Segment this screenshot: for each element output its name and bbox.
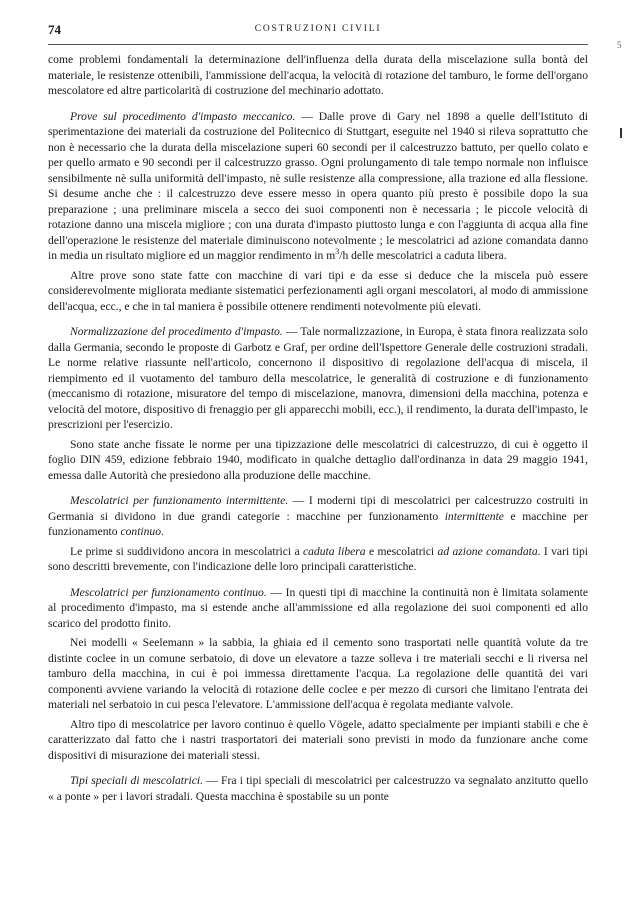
margin-tick <box>620 128 622 138</box>
paragraph <box>48 52 588 99</box>
italic-term: intermittente <box>444 509 504 523</box>
paragraph <box>48 324 588 433</box>
paragraph-text: . <box>161 525 164 538</box>
paragraph-text: — In questi tipi di macchine la continuità non è limitata solamente al procedimento d'impasto, ma si estende anche all'ammissione ed alla regolazione dei suoi componenti ed allo scarico del prodotto finito. <box>48 585 588 630</box>
paragraph-text: . I vari tipi sono descritti brevemente, con l'indicazione delle loro principali caratteristiche. <box>48 544 588 573</box>
italic-term: caduta libera <box>302 544 366 558</box>
section-heading: Tipi speciali di mescolatrici. <box>70 774 203 787</box>
paragraph-text: e mescolatrici <box>365 544 438 558</box>
paragraph <box>48 493 588 540</box>
article-body <box>48 52 588 808</box>
italic-term: ad azione comandata <box>437 544 538 558</box>
paragraph <box>48 773 588 804</box>
paragraph-text: e macchine per funzionamento <box>48 509 589 538</box>
paragraph <box>48 585 588 632</box>
paragraph-text: Nei modelli « Seelemann » la sabbia, la ghiaia ed il cemento sono trasportati nelle quantità volute da tre distinte coclee in un comune serbatoio, di dove un elevatore a tazze solleva i tre materiali secchi e li riversa nel tamburo della macchina, in cui è poi immessa direttamente l'acqua. La regolazione delle quantità dei vari componenti avviene variando la velocità di rotazione delle coclee e per mezzo di cursori che limitano l'entrata dei materiali nel serbatoio in cui pesca l'elevatore. L'ammissione dell'acqua è regolata mediante valvole. <box>48 636 588 711</box>
paragraph <box>48 437 588 484</box>
section-heading: Normalizzazione del procedimento d'impasto. <box>70 325 283 338</box>
paragraph-text: Sono state anche fissate le norme per una tipizzazione delle mescolatrici di calcestruzzo, di cui è oggetto il foglio DIN 459, edizione febbraio 1940, modificato in qualche dettaglio dall'ordinanza in data 29 maggio 1941, emessa dalle Autorità che presiedono alla produzione delle macchine. <box>48 437 588 482</box>
superscript: 3 <box>335 247 340 257</box>
paragraph-text: come problemi fondamentali la determinazione dell'influenza della durata della miscelazione sulla bontà del materiale, le resistenze ottenibili, l'ammissione dell'acqua, la velocità di rotazione del tamburo, le forme dell'organo mescolatore ed altre particolarità di costruzione del mechinario adottato. <box>48 53 588 97</box>
paragraph-text: Altre prove sono state fatte con macchine di vari tipi e da esse si deduce che la miscela può essere considerevolmente migliorata mediante sistematici perfezionamenti agli organi mescolatori, al modo di ammissione dell'acqua, ecc., e che in tal maniera è possibile ottenere rendimenti notevolmente più elevati. <box>48 268 588 313</box>
section-heading: Mescolatrici per funzionamento continuo. <box>70 585 267 599</box>
paragraph-text: — Tale normalizzazione, in Europa, è stata finora realizzata solo dalla Germania, secondo le proposte di Garbotz e Graf, per ordine dell'Ispettore Generale delle costruzioni stradali. Le norme relative riassunte nell'articolo, concernono il dispositivo di regolazione dell'acqua di miscela, il riempimento ed il vuotamento del tamburo della mescolatrice, le generalità di costruzione e di funzionamento (meccanismo di rotazione, misuratore del tempo di miscelazione, manovra, dimensioni della macchina, potenza e velocità del motore, dispositivo di frenaggio per gli apparecchi mobili, ecc.), il rendimento, la durata dell'impasto, le prescrizioni per l'esercizio. <box>48 325 588 431</box>
section-heading: Mescolatrici per funzionamento intermittente. <box>70 494 289 507</box>
paragraph <box>48 544 588 575</box>
margin-mark: 5 <box>617 40 622 50</box>
paragraph <box>48 109 588 264</box>
paragraph-text: — Dalle prove di Gary nel 1898 a quelle dell'Istituto di sperimentazione dei materiali da costruzione del Politecnico di Stuttgart, eseguite nel 1940 si rileva soprattutto che non è necessario che la durata della miscelazione superi 60 secondi per il calcestruzzo battuto, per quello colato e per quello armato e 90 secondi per il calcestruzzo grasso. Ogni prolungamento di tale tempo normale non influisce sensibilmente nè sulla uniformità dell'impasto, nè sulle resistenze alla compressione, alla trazione ed alla flessione. Si desume anche che : il calcestruzzo deve essere messo in opera quanto più presto è possibile dopo la sua preparazione ; una preliminare miscela a secco dei suoi componenti non è necessaria ; le piccole velocità di rotazione danno una miscela migliore ; con una durata d'impasto piuttosto lunga e con l'aggiunta di acqua alla fine dell'operazione le resistenze del materiale diminuiscono notevolmente ; le mescolatrici ad azione comandata danno in media un risultato migliore ed un maggior rendimento in m <box>48 109 589 262</box>
paragraph-text: Altro tipo di mescolatrice per lavoro continuo è quello Vögele, adatto specialmente per impianti stabili e che è caratterizzato dal fatto che i nastri trasportatori dei materiali sono previsti in modo da funzionare anche come dispositivi di misurazione dei materiali stessi. <box>48 717 588 762</box>
page-header <box>48 20 588 45</box>
section-heading: Prove sul procedimento d'impasto meccanico. <box>70 109 296 123</box>
paragraph-text: Le prime si suddividono ancora in mescolatrici a <box>70 544 303 558</box>
running-title: COSTRUZIONI CIVILI <box>254 24 382 34</box>
paragraph-text: — I moderni tipi di mescolatrici per calcestruzzo costruiti in Germania si dividono in due grandi categorie : macchine per funzionamento <box>48 494 588 523</box>
paragraph-text: — Fra i tipi speciali di mescolatrici per calcestruzzo va segnalato anzitutto quello « a ponte » per i lavori stradali. Questa macchina è spostabile su un ponte <box>48 774 588 803</box>
page-number: 74 <box>48 22 61 37</box>
paragraph <box>48 268 588 315</box>
paragraph <box>48 717 588 764</box>
italic-term: continuo <box>120 525 162 538</box>
paragraph <box>48 635 588 713</box>
paragraph-text: /h delle mescolatrici a caduta libera. <box>339 249 507 262</box>
